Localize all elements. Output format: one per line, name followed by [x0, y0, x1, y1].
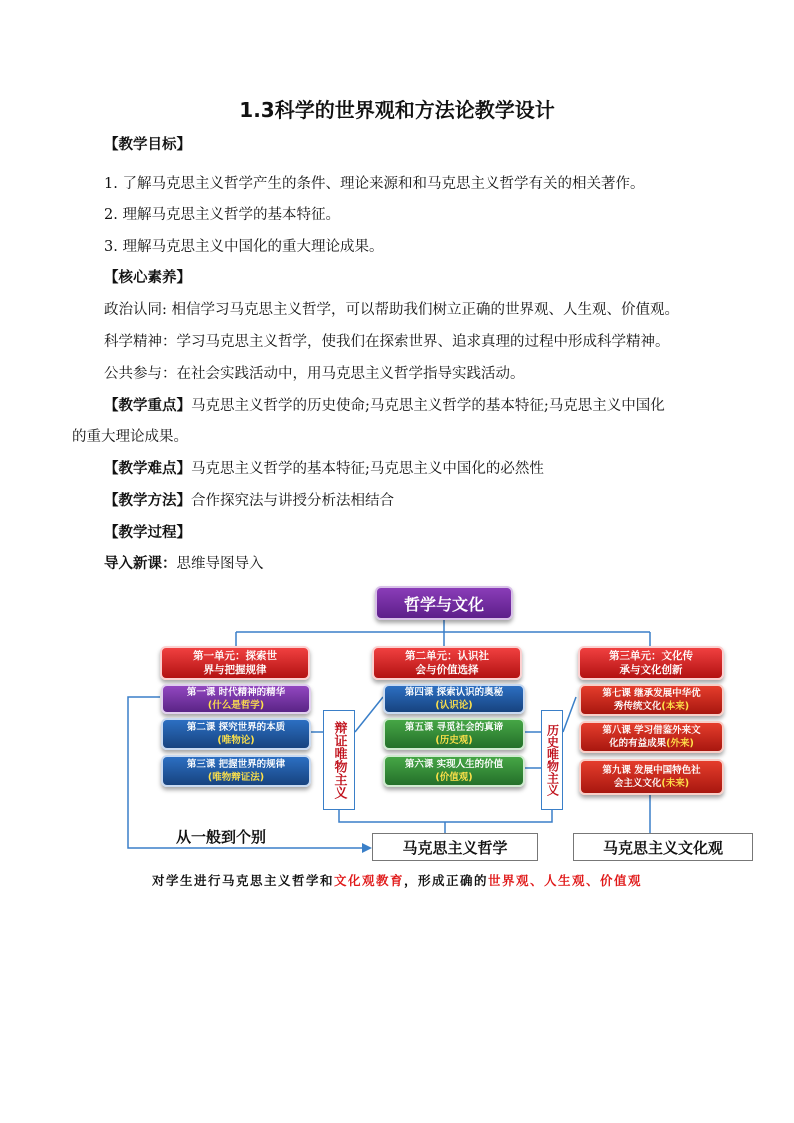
key-points-label: 【教学重点】 [104, 398, 191, 414]
key-points-text: 马克思主义哲学的历史使命;马克思主义哲学的基本特征;马克思主义中国化 [191, 398, 665, 414]
difficulty-text: 马克思主义哲学的基本特征;马克思主义中国化的必然性 [191, 461, 544, 477]
lesson-4-box [383, 684, 525, 714]
lesson-9-line1: 第九课 发展中国特色社 [602, 765, 701, 776]
mind-map-root: 哲学与文化 [375, 586, 513, 620]
unit-2-box [372, 646, 522, 680]
literacy-item: 科学精神：学习马克思主义哲学，使我们在探索世界、追求真理的过程中形成科学精神。 [104, 334, 670, 350]
lesson-3-box [161, 755, 311, 787]
lesson-7-line1: 第七课 继承发展中华优 [602, 688, 701, 699]
lesson-3-sub: (唯物辩证法) [207, 772, 265, 783]
lesson-5-title: 第五课 寻觅社会的真谛 [404, 722, 504, 733]
key-points-continued: 的重大理论成果。 [72, 429, 188, 445]
marxist-philosophy-box: 马克思主义哲学 [372, 833, 538, 861]
lesson-2-box [161, 718, 311, 750]
unit-2-line2: 会与价值选择 [415, 664, 479, 676]
lesson-8-box [579, 721, 724, 753]
lesson-8-line2: 化的有益成果(外来) [609, 738, 694, 749]
goal-item: 1. 了解马克思主义哲学产生的条件、理论来源和和马克思主义哲学有关的相关著作。 [104, 176, 645, 192]
lesson-2-sub: (唯物论) [217, 735, 255, 746]
difficulty-label: 【教学难点】 [104, 461, 191, 477]
lesson-9-line2: 会主义文化(未来) [613, 778, 690, 789]
lesson-1-title: 第一课 时代精神的精华 [186, 687, 286, 698]
dialectical-materialism-label: 辩证唯物主义 [323, 710, 355, 810]
literacy-item: 政治认同: 相信学习马克思主义哲学，可以帮助我们树立正确的世界观、人生观、价值观。 [104, 302, 679, 318]
lesson-8-line1: 第八课 学习借鉴外来文 [602, 725, 701, 736]
unit-3-line1: 第三单元：文化传 [609, 650, 693, 662]
literacy-header: 【核心素养】 [104, 270, 191, 286]
method-text: 合作探究法与讲授分析法相结合 [191, 493, 394, 509]
lesson-5-box [383, 718, 525, 750]
lesson-1-box [161, 684, 311, 714]
page-title: 1.3科学的世界观和方法论教学设计 [239, 98, 555, 122]
lesson-1-sub: (什么是哲学) [207, 700, 265, 711]
unit-1-line2: 界与把握规律 [203, 664, 267, 676]
historical-materialism-label: 历史唯物主义 [541, 710, 563, 810]
goals-header: 【教学目标】 [104, 137, 191, 153]
marxist-culture-view-box: 马克思主义文化观 [573, 833, 753, 861]
unit-2-line1: 第二单元：认识社 [405, 650, 489, 662]
goal-item: 2. 理解马克思主义哲学的基本特征。 [104, 207, 340, 223]
lesson-6-box [383, 755, 525, 787]
lesson-3-title: 第三课 把握世界的规律 [186, 759, 286, 770]
method-label: 【教学方法】 [104, 493, 191, 509]
process-header: 【教学过程】 [104, 525, 191, 541]
literacy-item: 公共参与：在社会实践活动中，用马克思主义哲学指导实践活动。 [104, 366, 525, 382]
unit-3-line2: 承与文化创新 [619, 664, 683, 676]
mind-map-caption: 对学生进行马克思主义哲学和文化观教育，形成正确的世界观、人生观、价值观 [151, 873, 643, 888]
lesson-4-sub: (认识论) [435, 700, 473, 711]
lesson-6-title: 第六课 实现人生的价值 [404, 759, 504, 770]
lesson-6-sub: (价值观) [435, 772, 473, 783]
unit-1-box [160, 646, 310, 680]
lesson-2-title: 第二课 探究世界的本质 [186, 722, 286, 733]
unit-1-line1: 第一单元：探索世 [193, 650, 277, 662]
intro-text: 思维导图导入 [176, 556, 264, 572]
unit-3-box [578, 646, 724, 680]
lesson-9-box [579, 759, 724, 795]
intro-label: 导入新课： [104, 556, 177, 572]
lesson-7-line2: 秀传统文化(本来) [613, 701, 690, 712]
lesson-7-box [579, 684, 724, 716]
lesson-4-title: 第四课 探索认识的奥秘 [404, 687, 504, 698]
general-to-specific-label: 从一般到个别 [176, 828, 267, 846]
lesson-5-sub: (历史观) [435, 735, 473, 746]
goal-item: 3. 理解马克思主义中国化的重大理论成果。 [104, 239, 384, 255]
